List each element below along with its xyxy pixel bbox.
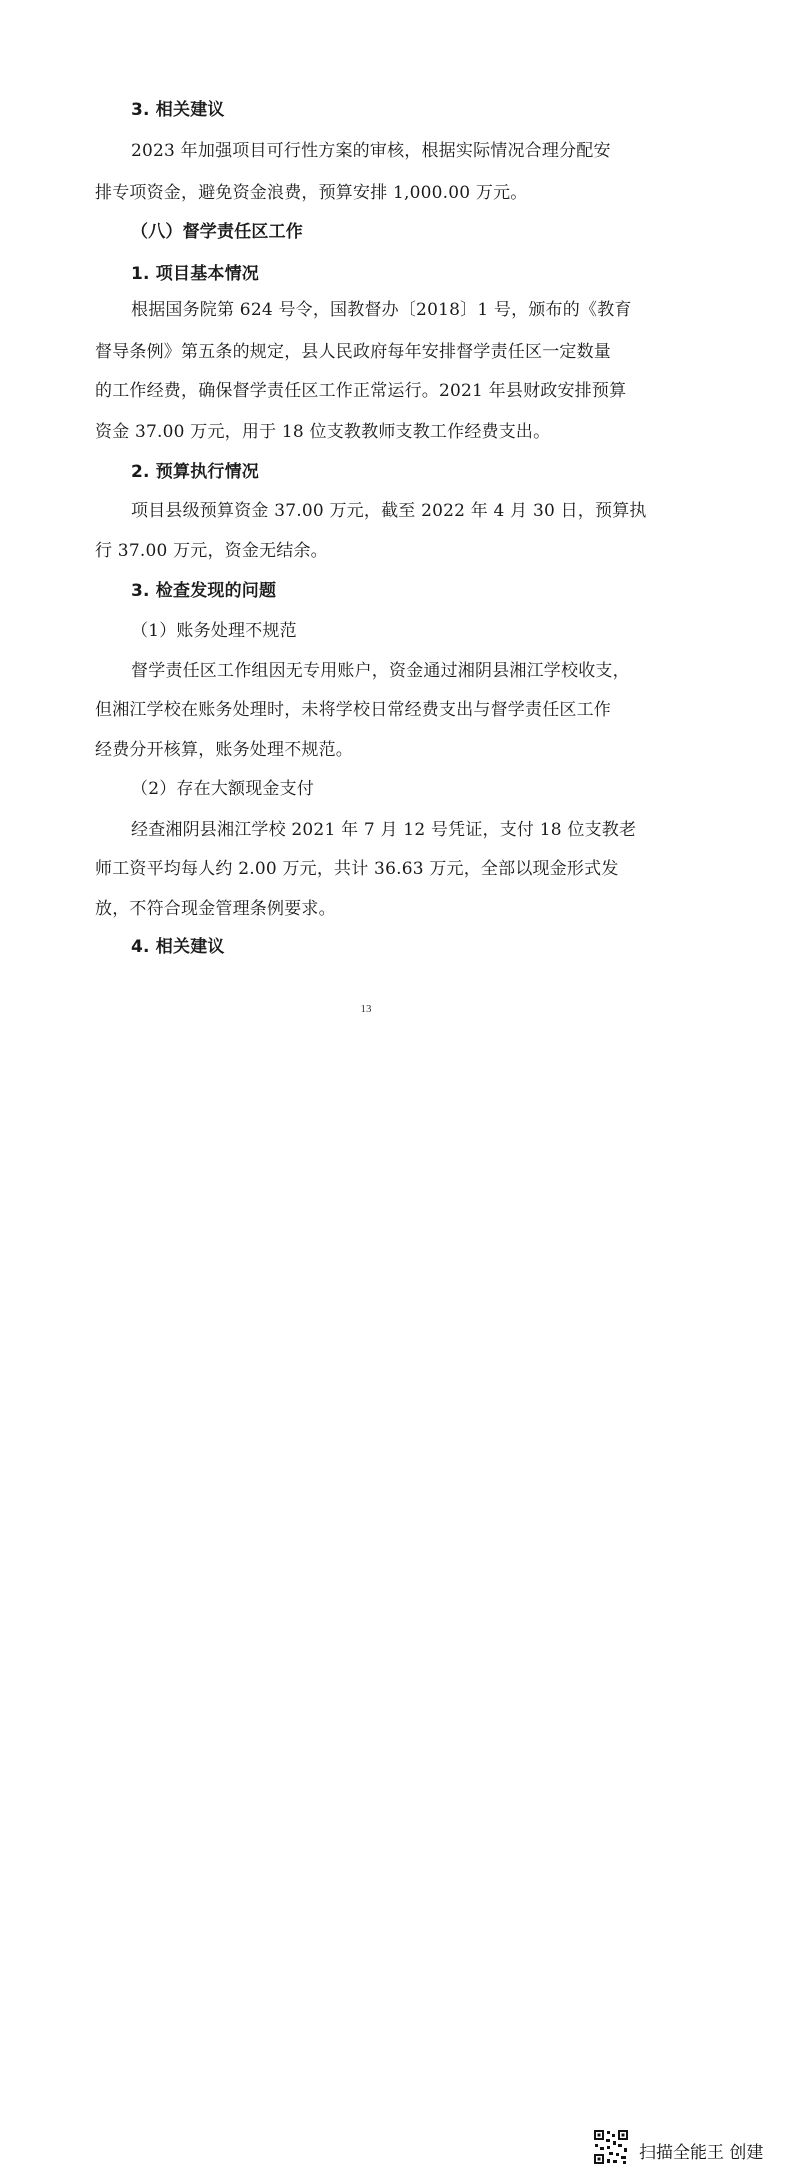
paragraph-line: 资金 37.00 万元，用于 18 位支教教师支教工作经费支出。: [95, 422, 551, 442]
subheading: （1）账务处理不规范: [131, 621, 297, 641]
scanner-watermark-text: 扫描全能王 创建: [639, 2143, 764, 2163]
paragraph-line: 2023 年加强项目可行性方案的审核，根据实际情况合理分配安: [131, 141, 611, 161]
subheading: （2）存在大额现金支付: [131, 779, 315, 799]
paragraph-line: 行 37.00 万元，资金无结余。: [95, 541, 328, 561]
paragraph-line: 的工作经费，确保督学责任区工作正常运行。2021 年县财政安排预算: [95, 381, 627, 401]
paragraph-line: 但湘江学校在账务处理时，未将学校日常经费支出与督学责任区工作: [95, 700, 611, 720]
heading-budget-execution: 2. 预算执行情况: [131, 462, 260, 482]
paragraph-line: 根据国务院第 624 号令，国教督办〔2018〕1 号，颁布的《教育: [131, 300, 632, 320]
section-heading: （八）督学责任区工作: [131, 222, 303, 242]
scanner-footer: [0, 1060, 793, 2163]
paragraph-line: 经费分开核算，账务处理不规范。: [95, 740, 353, 760]
paragraph-line: 督学责任区工作组因无专用账户，资金通过湘阴县湘江学校收支，: [131, 661, 630, 681]
qr-code-icon: [593, 2129, 629, 2165]
heading-related-suggestions-4: 4. 相关建议: [131, 937, 225, 957]
paragraph-line: 经查湘阴县湘江学校 2021 年 7 月 12 号凭证，支付 18 位支教老: [131, 820, 637, 840]
paragraph-line: 师工资平均每人约 2.00 万元，共计 36.63 万元，全部以现金形式发: [95, 859, 619, 879]
heading-basic-info: 1. 项目基本情况: [131, 264, 260, 284]
paragraph-line: 督导条例》第五条的规定，县人民政府每年安排督学责任区一定数量: [95, 342, 611, 362]
paragraph-line: 放，不符合现金管理条例要求。: [95, 899, 336, 919]
page-number: 13: [360, 1003, 372, 1015]
heading-issues-found: 3. 检查发现的问题: [131, 581, 277, 601]
heading-related-suggestions: 3. 相关建议: [131, 100, 225, 120]
paragraph-line: 项目县级预算资金 37.00 万元，截至 2022 年 4 月 30 日，预算执: [131, 501, 647, 521]
paragraph-line: 排专项资金，避免资金浪费，预算安排 1,000.00 万元。: [95, 183, 528, 203]
